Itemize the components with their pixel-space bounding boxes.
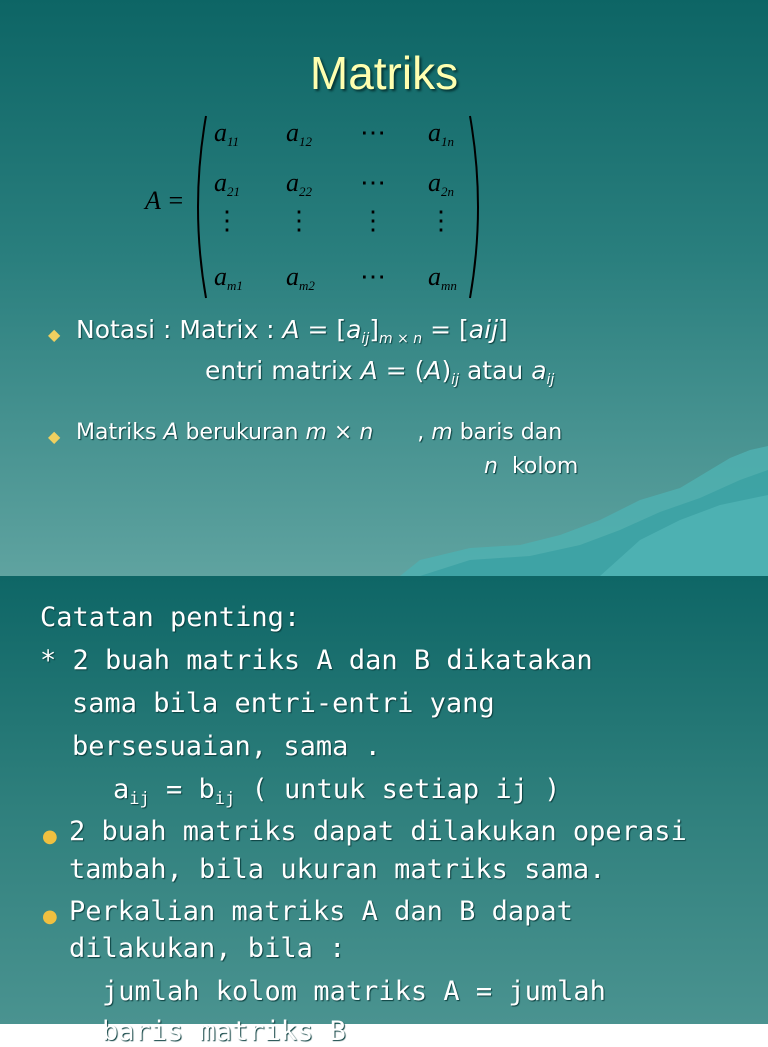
matrix-entry: $a_{21}$ xyxy=(214,168,240,199)
matrix-label: A = xyxy=(145,186,185,215)
size-line-2: n kolom xyxy=(484,454,579,479)
slide-catatan xyxy=(0,576,768,1047)
equality-line-2: sama bila entri-entri yang xyxy=(72,688,495,719)
addition-line-1: 2 buah matriks dapat dilakukan operasi xyxy=(69,816,687,847)
notes-heading: Catatan penting: xyxy=(40,602,301,633)
matrix-entry: $a_{11}$ xyxy=(214,118,240,149)
equality-line-3: bersesuaian, sama . xyxy=(72,731,381,762)
bullet-dot-icon: ● xyxy=(42,826,58,847)
slide-title: Matriks xyxy=(309,47,459,99)
matrix-entry: $a_{22}$ xyxy=(286,168,312,199)
matrix-entry: $a_{m1}$ xyxy=(214,262,243,293)
matrix-entry: ⋮ xyxy=(360,206,386,235)
matrix-entry: $a_{mn}$ xyxy=(428,262,457,293)
notation-line-1: Notasi : Matrix : $A = [a_{ij}]_{m \times n} = [aij]$ xyxy=(76,315,508,347)
matrix-entry: ⋮ xyxy=(428,206,454,235)
multiplication-line-4: baris matriks B xyxy=(102,1016,346,1047)
matrix-entry: $a_{2n}$ xyxy=(428,168,454,199)
matrix-entry: ⋮ xyxy=(286,206,312,235)
matrix-entry: $a_{m2}$ xyxy=(286,262,315,293)
multiplication-line-1: Perkalian matriks A dan B dapat xyxy=(69,896,573,927)
bullet-dot-icon: ● xyxy=(42,906,58,927)
diamond-bullet-icon: ◆ xyxy=(48,325,61,344)
size-line-1: Matriks A berukuran m × n , m baris dan xyxy=(76,420,563,445)
multiplication-line-3: jumlah kolom matriks A = jumlah xyxy=(102,976,606,1007)
multiplication-line-2: dilakukan, bila : xyxy=(69,933,346,964)
equality-line-1: * 2 buah matriks A dan B dikatakan xyxy=(40,645,593,676)
equality-formula: $a_{ij} = b_{ij}$ ( untuk setiap ij ) xyxy=(113,774,561,809)
matrix-entry: $a_{12}$ xyxy=(286,118,312,149)
matrix-entry: $a_{1n}$ xyxy=(428,118,454,149)
matrix-entry: ⋯ xyxy=(360,262,386,291)
matrix-entry: ⋯ xyxy=(360,168,386,197)
addition-line-2: tambah, bila ukuran matriks sama. xyxy=(69,854,606,885)
notation-line-2: entri matrix $A = (A)_{ij}$ atau $a_{ij}$ xyxy=(205,356,555,388)
matrix-entry: ⋯ xyxy=(360,118,386,147)
matrix-entry: ⋮ xyxy=(214,206,240,235)
diamond-bullet-icon: ◆ xyxy=(48,427,61,446)
